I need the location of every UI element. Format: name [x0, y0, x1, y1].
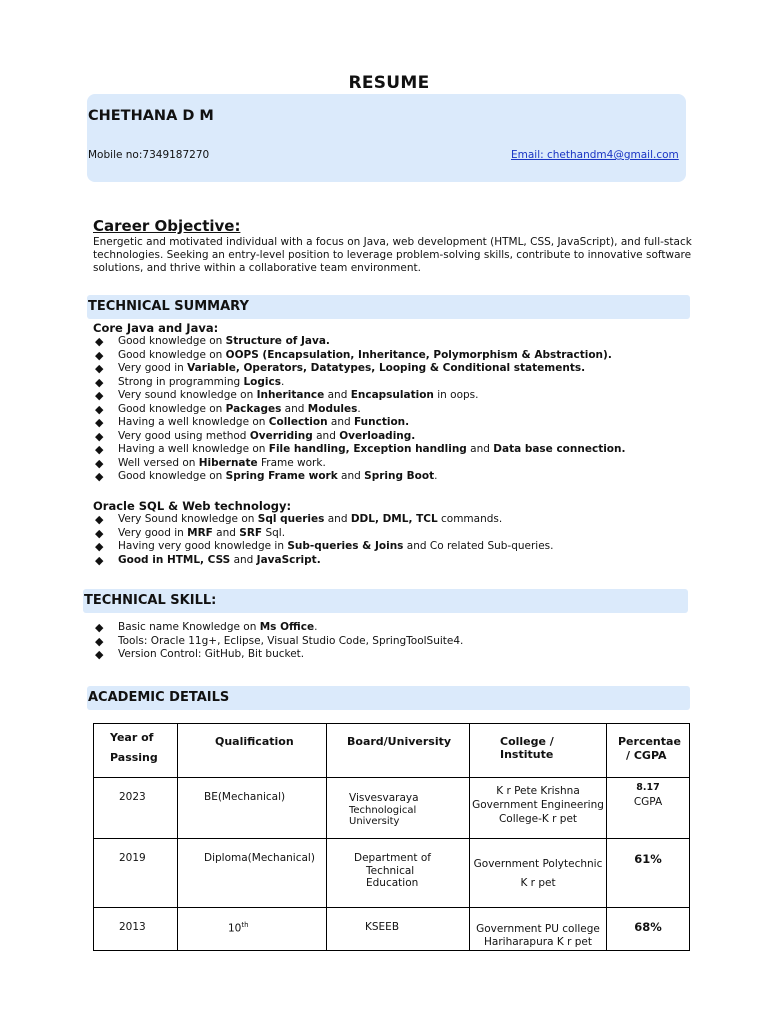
list-item: ◆ Having a well knowledge on File handling, Exception handling and Data base connection.	[95, 443, 626, 457]
core-java-heading: Core Java and Java:	[93, 321, 219, 335]
row-board-line2: Technical Education	[366, 865, 419, 889]
row-board-line1: Visvesvaraya	[349, 792, 419, 804]
row-college-line2: K r pet	[520, 877, 556, 889]
header-percent-line2: / CGPA	[626, 749, 667, 762]
row-score-line2: CGPA	[633, 796, 663, 808]
list-item: ◆ Good knowledge on Packages and Modules.	[95, 403, 626, 417]
row-score: 68%	[634, 920, 662, 934]
list-item: ◆ Having very good knowledge in Sub-queries & Joins and Co related Sub-queries.	[95, 540, 554, 554]
career-objective-text: Energetic and motivated individual with a focus on Java, web development (HTML, CSS, JavaScript), and full-stack technologies. Seeking an entry-level position to leverage problem-solving skills, contribute to innovative software solutions, and thrive within a collaborative team environment.	[93, 236, 692, 274]
row-college-line1: Government PU college	[476, 923, 600, 935]
list-item: ◆ Very Sound knowledge on Sql queries and DDL, DML, TCL commands.	[95, 513, 554, 527]
row-board: KSEEB	[365, 921, 400, 933]
header-qualification-text: Qualification	[215, 735, 294, 748]
list-item: ◆ Basic name Knowledge on Ms Office.	[95, 621, 463, 635]
header-percent-line1: Percentae	[618, 735, 681, 748]
table-header-row	[94, 724, 690, 778]
list-item: ◆ Tools: Oracle 11g+, Eclipse, Visual Studio Code, SpringToolSuite4.	[95, 635, 463, 649]
row-year: 2019	[119, 852, 146, 864]
header-college-line2: Institute	[500, 748, 554, 761]
list-item: ◆ Very sound knowledge on Inheritance and Encapsulation in oops.	[95, 389, 626, 403]
header-board	[327, 724, 470, 778]
academic-details-heading: ACADEMIC DETAILS	[87, 686, 690, 710]
career-objective-heading: Career Objective:	[93, 217, 241, 235]
row-year: 2023	[119, 791, 146, 803]
row-qualification-base: 10	[228, 922, 242, 935]
row-score: 61%	[634, 852, 662, 866]
list-item: ◆ Good knowledge on Structure of Java.	[95, 335, 626, 349]
header-year-line1: Year of	[110, 731, 154, 744]
technical-skill-heading: TECHNICAL SKILL:	[83, 589, 688, 613]
list-item: ◆ Good knowledge on Spring Frame work and Spring Boot.	[95, 470, 626, 484]
list-item: ◆ Version Control: GitHub, Bit bucket.	[95, 648, 463, 662]
row-year: 2013	[119, 921, 146, 933]
list-item: ◆ Very good in MRF and SRF Sql.	[95, 527, 554, 541]
oracle-web-list	[95, 513, 554, 567]
row-board-line1: Department of	[354, 852, 431, 864]
academic-table	[93, 723, 690, 951]
row-college-line2: Government Engineering	[472, 799, 604, 811]
list-item: ◆ Strong in programming Logics.	[95, 376, 626, 390]
table-row	[94, 778, 690, 839]
row-college-line2: Hariharapura K r pet	[484, 936, 592, 948]
table-row	[94, 908, 690, 951]
header-qualification	[178, 724, 327, 778]
header-percentage	[607, 724, 690, 778]
email-link[interactable]: Email: chethandm4@gmail.com	[511, 149, 679, 161]
table-row	[94, 839, 690, 908]
list-item: ◆ Having a well knowledge on Collection and Function.	[95, 416, 626, 430]
mobile-number: Mobile no:7349187270	[88, 149, 210, 161]
row-qualification	[228, 921, 249, 935]
row-board-line2: Technological University	[349, 805, 417, 827]
list-item: ◆ Very good using method Overriding and Overloading.	[95, 430, 626, 444]
list-item: ◆ Well versed on Hibernate Frame work.	[95, 457, 626, 471]
header-college	[470, 724, 607, 778]
oracle-web-heading: Oracle SQL & Web technology:	[93, 499, 292, 513]
technical-skill-list	[95, 621, 463, 662]
row-qualification-sup: th	[241, 921, 249, 929]
row-qualification: BE(Mechanical)	[204, 791, 286, 803]
technical-summary-heading: TECHNICAL SUMMARY	[87, 295, 690, 319]
row-college-line1: K r Pete Krishna	[496, 785, 580, 797]
list-item: ◆ Very good in Variable, Operators, Datatypes, Looping & Conditional statements.	[95, 362, 626, 376]
header-year-line2: Passing	[110, 751, 158, 764]
row-score-line1: 8.17	[636, 782, 660, 793]
candidate-name: CHETHANA D M	[88, 108, 214, 124]
resume-title: RESUME	[348, 73, 430, 93]
list-item: ◆ Good in HTML, CSS and JavaScript.	[95, 554, 554, 568]
core-java-list	[95, 335, 626, 484]
header-board-text: Board/University	[347, 735, 452, 748]
row-college-line1: Government Polytechnic	[473, 858, 603, 870]
header-college-line1: College /	[500, 735, 554, 748]
list-item: ◆ Good knowledge on OOPS (Encapsulation, Inheritance, Polymorphism & Abstraction).	[95, 349, 626, 363]
row-qualification: Diploma(Mechanical)	[204, 852, 315, 864]
row-college-line3: College-K r pet	[498, 813, 578, 825]
header-year	[94, 724, 178, 778]
